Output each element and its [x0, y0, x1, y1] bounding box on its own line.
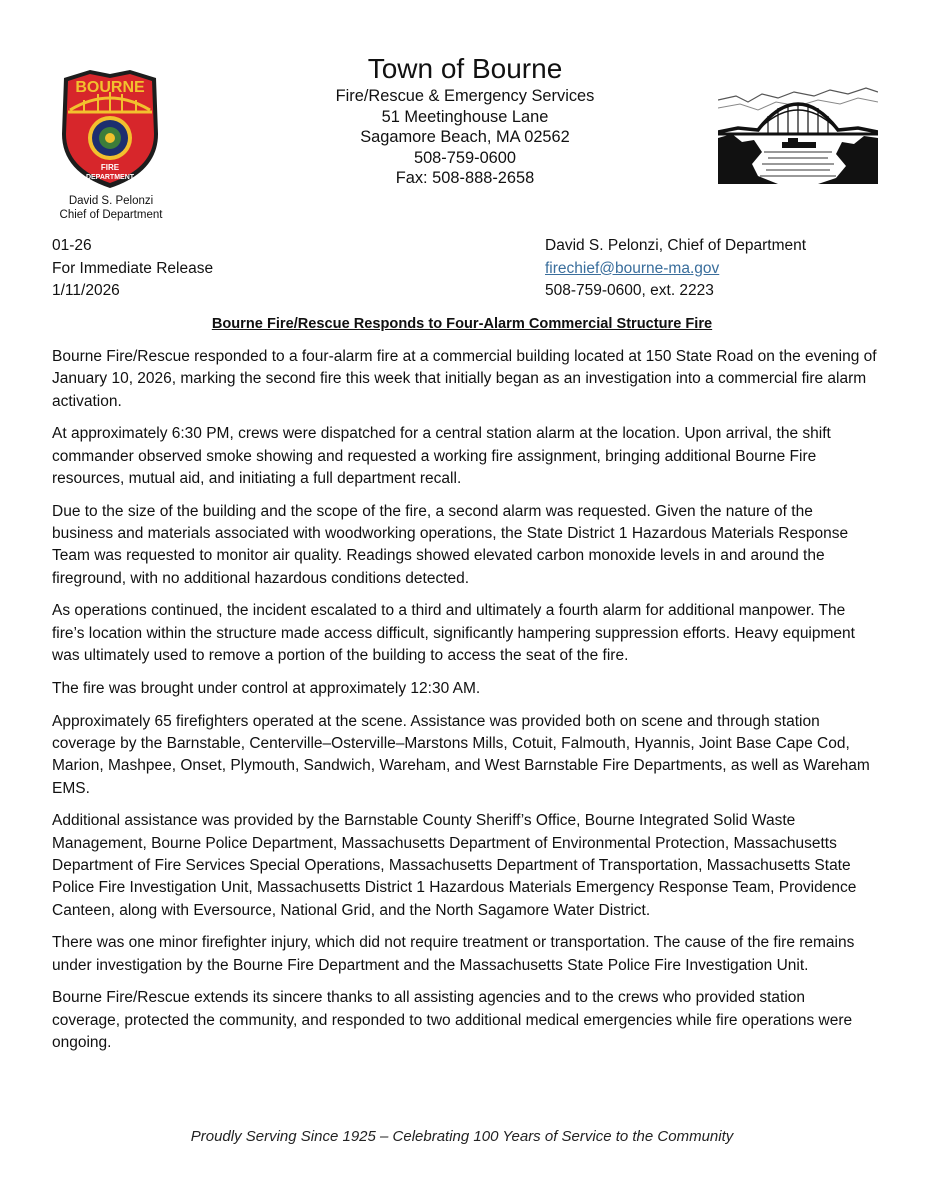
town-title: Town of Bourne	[367, 53, 563, 84]
contact-name-title: David S. Pelonzi, Chief of Department	[545, 237, 807, 254]
letterhead	[290, 52, 640, 189]
chief-name-caption: David S. Pelonzi	[68, 195, 154, 207]
paragraph: Approximately 65 firefighters operated at the scene. Assistance was provided both on scene and through station coverage by the Barnstable, Centerville–Osterville–Marstons Mills, Cotuit, Falmouth, Hyannis, Joint Base Cape Cod, Marion, Mashpee, Onset, Plymouth, Sandwich, Wareham, and West Barnstable Fire Departments, as well as Wareham EMS.	[52, 712, 870, 797]
release-info	[52, 235, 213, 303]
contact-phone: 508-759-0600, ext. 2223	[545, 282, 714, 299]
paragraph: As operations continued, the incident escalated to a third and ultimately a fourth alarm for additional manpower. The fire’s location within the structure made access difficult, significantly hampering suppression efforts. Heavy equipment was ultimately used to remove a portion of the building to access the seat of the fire.	[52, 602, 855, 665]
chief-title-caption: Chief of Department	[59, 209, 163, 221]
street-address: 51 Meetinghouse Lane	[381, 107, 549, 126]
press-release-headline: Bourne Fire/Rescue Responds to Four-Alarm Commercial Structure Fire	[211, 316, 713, 332]
logo-top-text: BOURNE	[75, 79, 145, 96]
logo-caption	[36, 194, 186, 222]
main-phone: 508-759-0600	[413, 148, 517, 167]
fax-number: Fax: 508-888-2658	[395, 169, 535, 188]
paragraph: At approximately 6:30 PM, crews were dispatched for a central station alarm at the location. Upon arrival, the shift commander observed smoke showing and requested a working fire assignment, bringing additional Bourne Fire resources, mutual aid, and initiating a full department recall.	[52, 425, 831, 487]
footer-tagline: Proudly Serving Since 1925 – Celebrating 100 Years of Service to the Community	[190, 1128, 734, 1145]
paragraph: Bourne Fire/Rescue extends its sincere thanks to all assisting agencies and to the crews who provided station coverage, protected the community, and responded to two additional medical emergencies while fire operations were ongoing.	[52, 989, 853, 1052]
city-state-zip: Sagamore Beach, MA 02562	[360, 128, 570, 147]
paragraph: Due to the size of the building and the scope of the fire, a second alarm was requested. Given the nature of the business and materials associated with woodworking operations, the State District 1 Hazardous Materials Response Team was requested to monitor air quality. Readings showed elevated carbon monoxide levels in and around the fireground, with no additional hazardous conditions detected.	[52, 502, 849, 587]
contact-email-link[interactable]: firechief@bourne-ma.gov	[545, 259, 720, 277]
department-name: Fire/Rescue & Emergency Services	[335, 87, 595, 105]
release-number: 01-26	[52, 237, 92, 254]
press-release-body	[52, 346, 877, 1065]
release-label: For Immediate Release	[52, 259, 214, 277]
paragraph: The fire was brought under control at approximately 12:30 AM.	[52, 679, 481, 697]
contact-info	[545, 235, 806, 303]
release-date: 1/11/2026	[52, 282, 120, 299]
paragraph: There was one minor firefighter injury, which did not require treatment or transportation. The cause of the fire remains under investigation by the Bourne Fire Department and the Massachusetts State Police Fire Investigation Unit.	[52, 934, 855, 974]
fire-department-logo	[58, 64, 162, 192]
logo-bottom-line2: DEPARTMENT	[85, 174, 135, 181]
paragraph: Bourne Fire/Rescue responded to a four-alarm fire at a commercial building located at 150 State Road on the evening of January 10, 2026, marking the second fire this week that initially began as an investigation into a commercial fire alarm activation.	[52, 348, 877, 410]
paragraph: Additional assistance was provided by the Barnstable County Sheriff’s Office, Bourne Integrated Solid Waste Management, Bourne Police Department, Massachusetts Department of Environmental Protection, Massachusetts Department of Fire Services Special Operations, Massachusetts Department of Transportation, Massachusetts State Police Fire Investigation Unit, Massachusetts District 1 Hazardous Materials Emergency Response Team, Providence Canteen, along with Eversource, National Grid, and the North Sagamore Water District.	[52, 812, 857, 919]
logo-bottom-line1: FIRE	[100, 163, 120, 172]
bridge-illustration	[718, 72, 878, 184]
